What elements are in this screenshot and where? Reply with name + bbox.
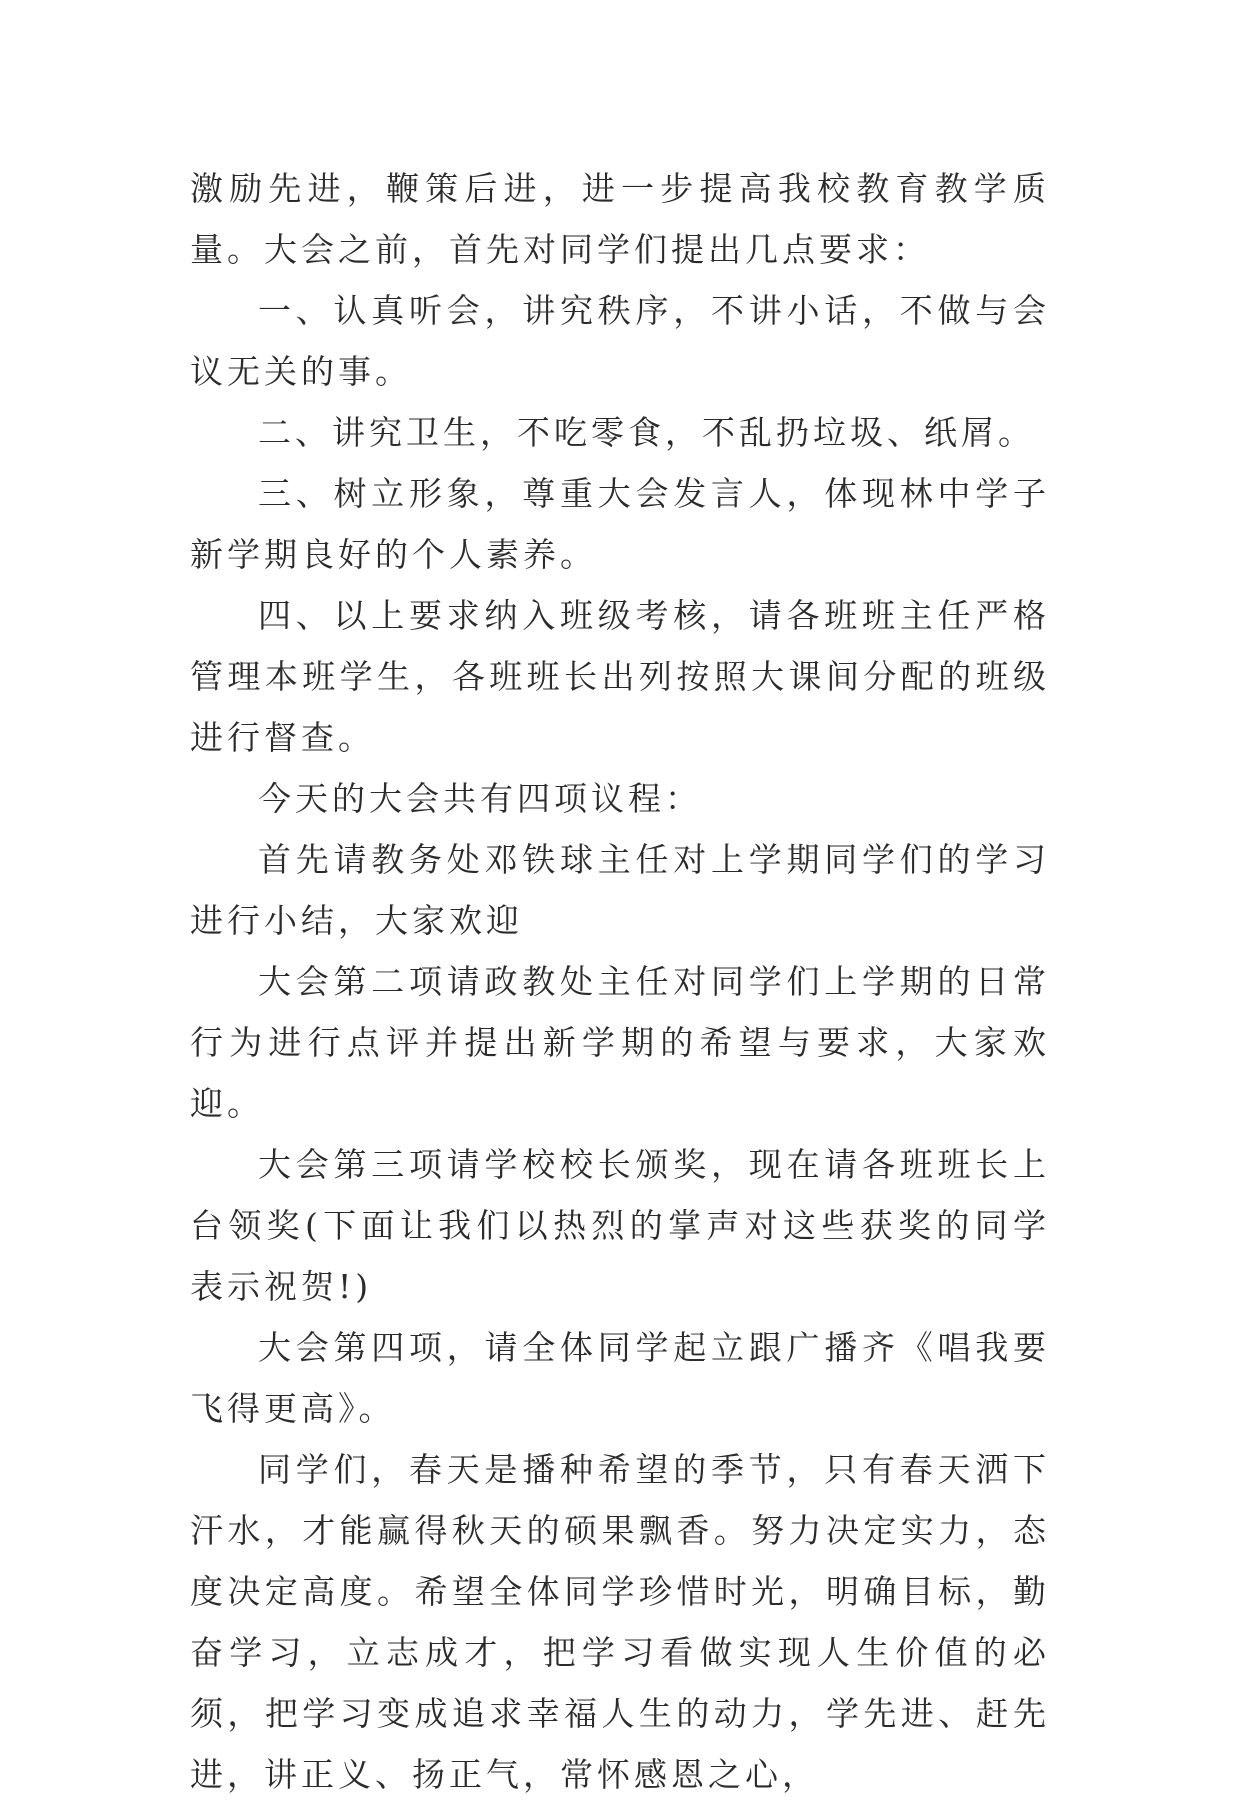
paragraph-agenda-item-4: 大会第四项，请全体同学起立跟广播齐《唱我要飞得更高》。 [190, 1328, 1050, 1428]
paragraph-requirement-1: 一、认真听会，讲究秩序，不讲小话，不做与会议无关的事。 [190, 291, 1050, 391]
paragraph-intro-continuation: 激励先进，鞭策后进，进一步提高我校教育教学质量。大会之前，首先对同学们提出几点要求： [190, 169, 1050, 269]
paragraph-agenda-item-3: 大会第三项请学校校长颁奖，现在请各班班长上台领奖(下面让我们以热烈的掌声对这些获奖的同学表示祝贺!) [190, 1145, 1050, 1306]
paragraph-agenda-intro: 今天的大会共有四项议程： [258, 779, 702, 818]
paragraph-requirement-3: 三、树立形象，尊重大会发言人，体现林中学子新学期良好的个人素养。 [190, 474, 1050, 574]
paragraph-requirement-4: 四、以上要求纳入班级考核，请各班班主任严格管理本班学生，各班班长出列按照大课间分配的班级进行督查。 [190, 596, 1050, 757]
paragraph-agenda-item-1: 首先请教务处邓铁球主任对上学期同学们的学习进行小结，大家欢迎 [190, 840, 1050, 940]
paragraph-requirement-2: 二、讲究卫生，不吃零食，不乱扔垃圾、纸屑。 [258, 413, 1035, 452]
paragraph-closing-address: 同学们，春天是播种希望的季节，只有春天洒下汗水，才能赢得秋天的硕果飘香。努力决定实力，态度决定高度。希望全体同学珍惜时光，明确目标，勤奋学习，立志成才，把学习看做实现人生价值的必须，把学习变成追求幸福人生的动力，学先进、赶先进，讲正义、扬正气，常怀感恩之心， [190, 1450, 1050, 1794]
document-body [190, 158, 1050, 1805]
paragraph-agenda-item-2: 大会第二项请政教处主任对同学们上学期的日常行为进行点评并提出新学期的希望与要求，大家欢迎。 [190, 962, 1050, 1123]
